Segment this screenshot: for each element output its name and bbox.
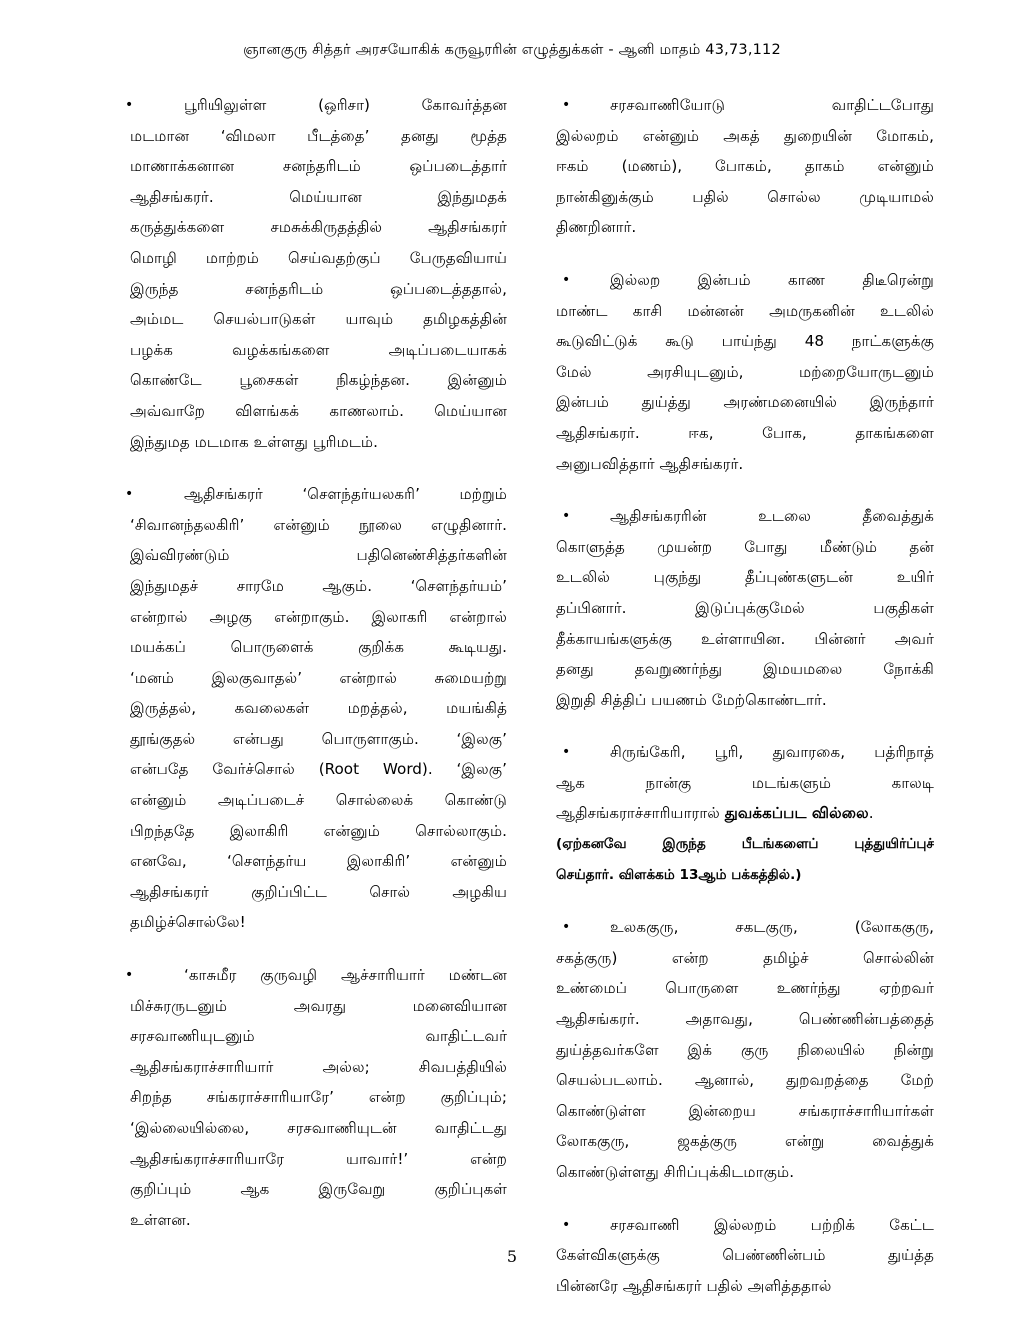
paragraph-line: பின்னரே ஆதிசங்கரர் பதில் அளித்ததால் <box>556 1276 832 1295</box>
paragraph-line: மாண்ட காசி மன்னன் அமருகனின் உடலில் <box>556 301 934 320</box>
paragraph-line: என்னும் அடிப்படைச் சொல்லைக் கொண்டு <box>130 791 507 810</box>
paragraph-line: அவ்வாறே விளங்கக் காணலாம். மெய்யான <box>130 401 507 420</box>
paragraph-line: நான்கினுக்கும் பதில் சொல்ல முடியாமல் <box>556 187 934 206</box>
paragraph-line: இந்துமதச் சாரமே ஆகும். ‘சௌந்தர்யம்’ <box>130 576 507 595</box>
paragraph-line: சரசவாணியோடு வாதிட்டபோது <box>610 96 934 114</box>
emphasis-text: துவக்கப்பட வில்லை <box>724 804 869 823</box>
paragraph-line: தமிழ்ச்சொல்லே! <box>130 913 246 932</box>
paragraph-line: இன்பம் துய்த்து அரண்மனையில் இருந்தார் <box>556 393 934 412</box>
note-line: (ஏற்கனவே இருந்த பீடங்களைப் புத்துயிர்ப்புச் <box>556 836 934 853</box>
paragraph-line: ஆதிசங்கரர் ‘சௌந்தர்யலகரி’ மற்றும் <box>184 485 507 504</box>
paragraph-line: துய்த்தவர்களே இக் குரு நிலையில் நின்று <box>556 1040 934 1059</box>
paragraph-line: ‘காசுமீர குருவழி ஆச்சாரியார் மண்டன <box>184 966 507 985</box>
paragraph-line: இல்லற இன்பம் காண திடீரென்று <box>610 270 934 289</box>
paragraph-line: தூங்குதல் என்பது பொருளாகும். ‘இலகு’ <box>130 729 507 748</box>
parenthetical-note <box>556 829 934 890</box>
paragraph-line: ‘சிவானந்தலகிரி’ என்னும் நூலை எழுதினார். <box>130 515 507 534</box>
paragraph-line: தனது தவறுணர்ந்து இமயமலை நோக்கி <box>556 660 934 679</box>
page-number: 5 <box>506 1247 518 1266</box>
paragraph-line: இருந்த சனந்தரிடம் ஒப்படைத்ததால், <box>130 279 507 298</box>
bullet-icon: • <box>562 97 571 113</box>
bullet-paragraph <box>125 960 507 1235</box>
paragraph-line: மயக்கப் பொருளைக் குறிக்க கூடியது. <box>130 638 507 657</box>
bullet-icon: • <box>562 744 571 761</box>
bullet-paragraph <box>556 501 934 715</box>
paragraph-line: உலககுரு, சகடகுரு, (லோககுரு, <box>610 918 934 937</box>
paragraph-line: சகத்குரு) என்ற தமிழ்ச் சொல்லின் <box>556 948 934 967</box>
paragraph-line: எனவே, ‘சௌந்தர்ய இலாகிரி’ என்னும் <box>130 852 507 871</box>
bullet-paragraph <box>556 90 934 243</box>
paragraph-line: சரசவாணியுடனும் வாதிட்டவர் <box>130 1027 507 1046</box>
paragraph-line: அம்மட செயல்பாடுகள் யாவும் தமிழகத்தின் <box>130 310 507 329</box>
paragraph-line: சிறந்த சங்கராச்சாரியாரே’ என்ற குறிப்பும்; <box>130 1088 507 1107</box>
bullet-icon: • <box>125 97 134 113</box>
paragraph-line: ஆதிசங்கராச்சாரியார் அல்ல; சிவபத்தியில் <box>130 1057 507 1076</box>
right-column <box>556 90 934 1323</box>
left-column <box>125 90 507 1257</box>
paragraph-line: திணறினார். <box>556 218 637 237</box>
paragraph-line: சரசவாணி இல்லறம் பற்றிக் கேட்ட <box>610 1215 934 1234</box>
line-text: . <box>868 804 874 823</box>
paragraph-line: லோககுரு, ஜகத்குரு என்று வைத்துக் <box>556 1132 934 1151</box>
paragraph-line: கேள்விகளுக்கு பெண்ணின்பம் துய்த்த <box>556 1246 934 1265</box>
paragraph-line: கருத்துக்களை சமசுக்கிருதத்தில் ஆதிசங்கரர் <box>130 218 507 237</box>
paragraph-line: மிச்சுரருடனும் அவரது மனைவியான <box>130 996 507 1015</box>
paragraph-line: ஆதிசங்கரர் குறிப்பிட்ட சொல் அழகிய <box>130 882 507 901</box>
paragraph-line: ஆதிசங்கரர். அதாவது, பெண்ணின்பத்தைத் <box>556 1010 934 1029</box>
paragraph-line: ஆக நான்கு மடங்களும் காலடி <box>556 773 934 792</box>
line-text: ஆதிசங்கராச்சாரியாரால் <box>556 804 725 823</box>
bullet-icon: • <box>125 486 134 503</box>
paragraph-line: என்றால் அழகு என்றாகும். இலாகரி என்றால் <box>130 607 507 626</box>
paragraph-line: மடமான ‘விமலா பீடத்தை’ தனது மூத்த <box>130 126 507 145</box>
bullet-icon: • <box>125 967 134 984</box>
paragraph-line: அனுபவித்தார் ஆதிசங்கரர். <box>556 454 744 473</box>
paragraph-line: சிருங்கேரி, பூரி, துவாரகை, பத்ரிநாத் <box>610 743 934 762</box>
paragraph-line: கொண்டே பூசைகள் நிகழ்ந்தன. இன்னும் <box>130 371 507 390</box>
paragraph-line: ஈகம் (மணம்), போகம், தாகம் என்னும் <box>556 157 934 176</box>
paragraph-line: குறிப்பும் ஆக இருவேறு குறிப்புகள் <box>130 1180 507 1199</box>
paragraph-line: கொளுத்த முயன்ற போது மீண்டும் தன் <box>556 537 934 556</box>
paragraph-line: இந்துமத மடமாக உள்ளது பூரிமடம். <box>130 432 378 451</box>
bullet-icon: • <box>562 1216 571 1233</box>
paragraph-line: ஆதிசங்கரர். மெய்யான இந்துமதக் <box>130 187 507 206</box>
paragraph-line: தீக்காயங்களுக்கு உள்ளாயின. பின்னர் அவர் <box>556 629 934 648</box>
paragraph-line: இவ்விரண்டும் பதினெண்சித்தர்களின் <box>130 546 507 565</box>
note-line: செய்தார். விளக்கம் 13ஆம் பக்கத்தில்.) <box>556 866 802 883</box>
paragraph-line: தப்பினார். இடுப்புக்குமேல் பகுதிகள் <box>556 598 934 617</box>
paragraph-line: மாணாக்கனான சனந்தரிடம் ஒப்படைத்தார் <box>130 157 507 176</box>
paragraph-line: பிறந்ததே இலாகிரி என்னும் சொல்லாகும். <box>130 821 507 840</box>
paragraph-line: ஆதிசங்கரரின் உடலை தீவைத்துக் <box>610 507 934 526</box>
paragraph-line: உடலில் புகுந்து தீப்புண்களுடன் உயிர் <box>556 568 934 587</box>
paragraph-line: செயல்படலாம். ஆனால், துறவறத்தை மேற் <box>556 1071 934 1090</box>
bullet-icon: • <box>562 919 571 936</box>
bullet-paragraph <box>125 90 507 457</box>
bullet-paragraph <box>556 912 934 1187</box>
paragraph-line: கொண்டுள்ள இன்றைய சங்கராச்சாரியார்கள் <box>556 1101 934 1120</box>
paragraph-line: உண்மைப் பொருளை உணர்ந்து ஏற்றவர் <box>556 979 934 998</box>
bullet-paragraph <box>556 265 934 479</box>
paragraph-line: என்பதே வேர்ச்சொல் (Root Word). ‘இலகு’ <box>130 760 507 779</box>
bullet-icon: • <box>562 271 571 288</box>
bullet-paragraph <box>556 737 934 890</box>
paragraph-line: ‘மனம் இலகுவாதல்’ என்றால் சுமையற்று <box>130 668 507 687</box>
bullet-icon: • <box>562 508 571 525</box>
page-header: ஞானகுரு சித்தர் அரசயோகிக் கருவூரரின் எழுத்துக்கள் - ஆனி மாதம் 43,73,112 <box>243 42 781 58</box>
paragraph-line: மேல் அரசியுடனும், மற்றையோருடனும் <box>556 362 934 381</box>
paragraph-line: ஆதிசங்கரர். ஈக, போக, தாகங்களை <box>556 423 934 442</box>
paragraph-line: இருத்தல், கவலைகள் மறத்தல், மயங்கித் <box>130 699 507 718</box>
paragraph-line: மொழி மாற்றம் செய்வதற்குப் பேருதவியாய் <box>130 248 507 267</box>
paragraph-line: இறுதி சித்திப் பயணம் மேற்கொண்டார். <box>556 690 827 709</box>
paragraph-line: ‘இல்லையில்லை, சரசவாணியுடன் வாதிட்டது <box>130 1119 507 1137</box>
paragraph-line: உள்ளன. <box>130 1210 191 1229</box>
bullet-paragraph <box>125 479 507 938</box>
paragraph-line: பூரியிலுள்ள (ஒரிசா) கோவர்த்தன <box>184 96 507 114</box>
paragraph-line <box>556 798 934 829</box>
paragraph-line: இல்லறம் என்னும் அகத் துறையின் மோகம், <box>556 126 934 145</box>
paragraph-line: பழக்க வழக்கங்களை அடிப்படையாகக் <box>130 340 507 359</box>
paragraph-line: கொண்டுள்ளது சிரிப்புக்கிடமாகும். <box>556 1163 795 1181</box>
paragraph-line: கூடுவிட்டுக் கூடு பாய்ந்து 48 நாட்களுக்கு <box>556 332 934 351</box>
paragraph-line: ஆதிசங்கராச்சாரியாரே யாவார்!’ என்ற <box>130 1149 507 1168</box>
